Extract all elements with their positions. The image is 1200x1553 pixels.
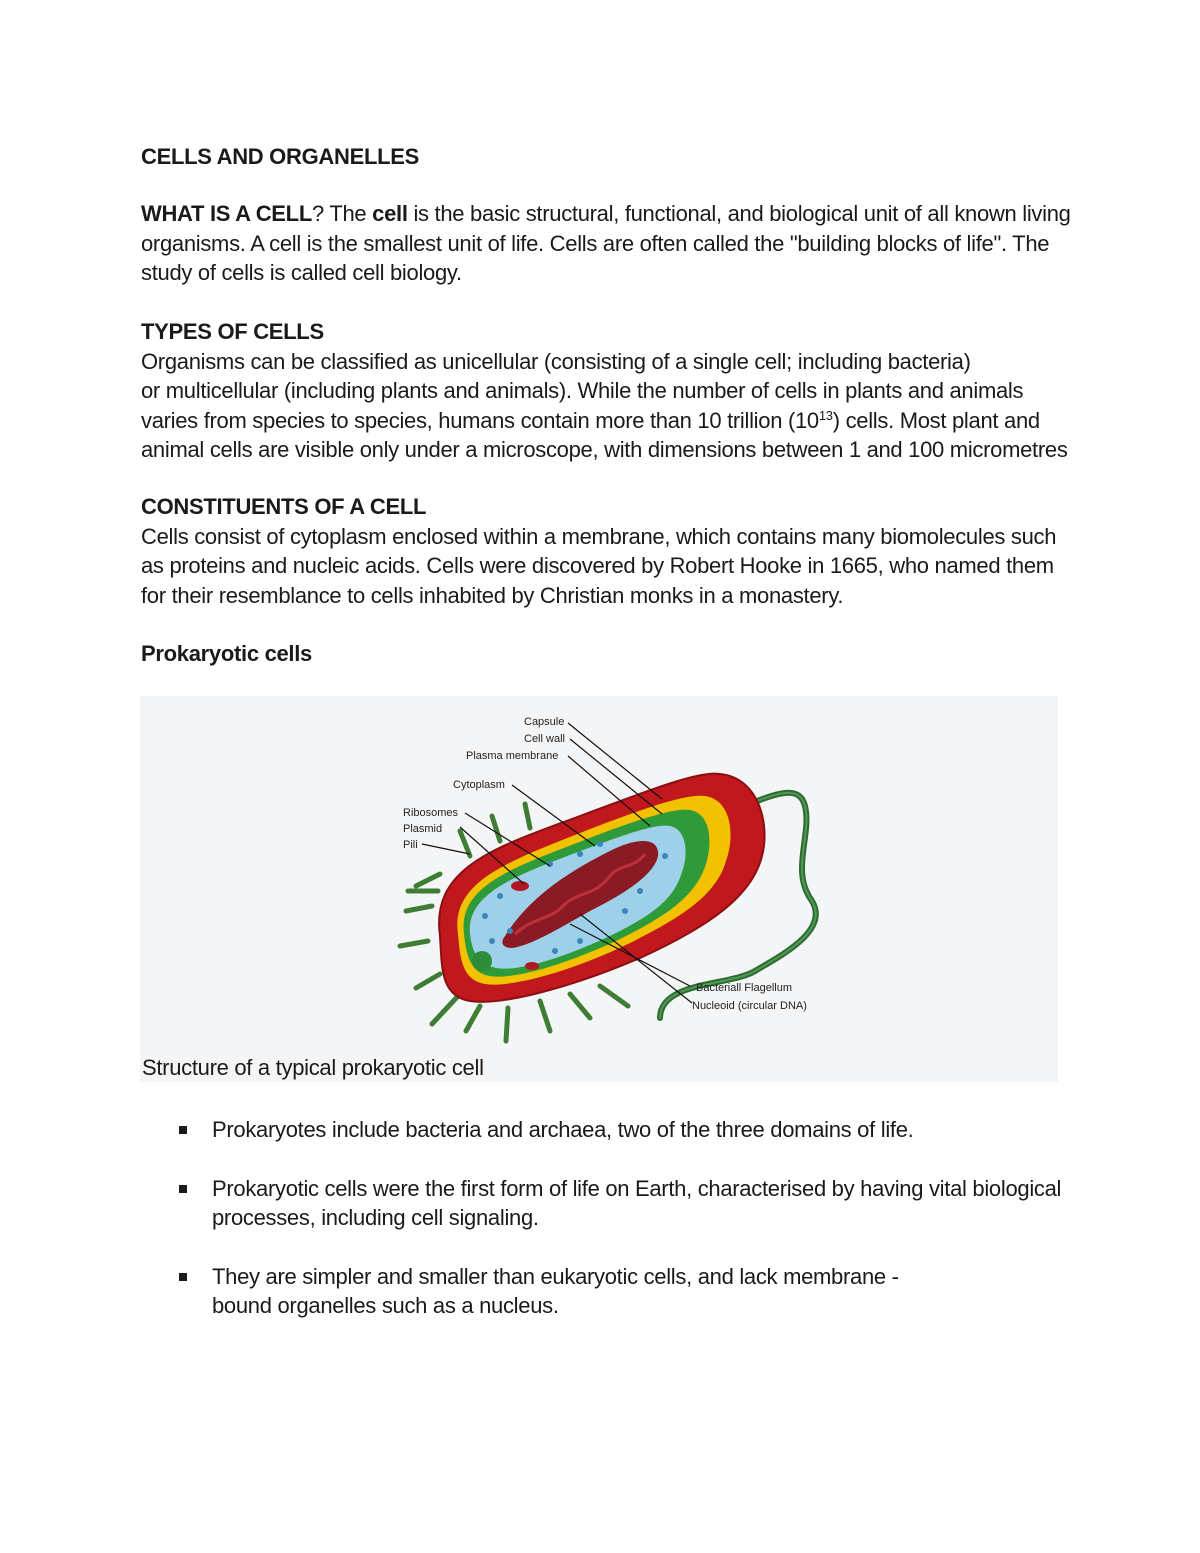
types-line-1: Organisms can be classified as unicellular (consisting of a single cell; including bacteria)	[141, 348, 971, 374]
constituents-line-2: as proteins and nucleic acids. Cells were discovered by Robert Hooke in 1665, who named them	[141, 553, 1054, 578]
prokaryotic-heading	[141, 639, 1061, 669]
bullet-2-line-2: processes, including cell signaling.	[212, 1205, 539, 1230]
label-flagellum: Bacteriall Flagellum	[696, 982, 792, 994]
prokaryotic-cell-figure	[140, 696, 1058, 1082]
bullet-2-line-1: Prokaryotic cells were the first form of life on Earth, characterised by having vital biological	[212, 1175, 1062, 1201]
list-item	[141, 1262, 1081, 1321]
label-plasmid: Plasmid	[403, 823, 443, 835]
types-line-4: animal cells are visible only under a microscope, with dimensions between 1 and 100 micrometres	[141, 437, 1068, 462]
square-bullet-icon	[179, 1185, 187, 1193]
list-item	[141, 1174, 1081, 1233]
cell-term: cell	[372, 201, 408, 226]
what-is-a-cell-section	[141, 199, 1071, 288]
bullet-3-line-1: They are simpler and smaller than eukaryotic cells, and lack membrane -	[212, 1263, 899, 1289]
prokaryotic-heading-text: Prokaryotic cells	[141, 641, 312, 666]
square-bullet-icon	[179, 1273, 187, 1281]
bullet-1-line-1: Prokaryotes include bacteria and archaea, two of the three domains of life.	[212, 1117, 914, 1142]
figure-caption: Structure of a typical prokaryotic cell	[142, 1055, 484, 1080]
label-ribosomes: Ribosomes	[403, 807, 459, 819]
what-line-3: study of cells is called cell biology.	[141, 260, 462, 285]
square-bullet-icon	[179, 1126, 187, 1134]
what-line-2: organisms. A cell is the smallest unit of life. Cells are often called the "building blocks of life". The	[141, 230, 1050, 256]
bullet-list	[141, 1115, 1081, 1350]
what-heading: WHAT IS A CELL	[141, 201, 312, 226]
bullet-3-line-2: bound organelles such as a nucleus.	[212, 1293, 559, 1318]
plasmid-shape-2	[525, 962, 539, 970]
constituents-heading: CONSTITUENTS OF A CELL	[141, 494, 427, 519]
types-line-3	[141, 406, 1061, 436]
what-line-1	[141, 199, 1071, 229]
exponent: 13	[818, 407, 833, 423]
list-item	[141, 1115, 1081, 1145]
prokaryotic-cell-diagram	[140, 696, 1058, 1052]
plasmid-shape	[511, 881, 529, 891]
constituents-line-3: for their resemblance to cells inhabited by Christian monks in a monastery.	[141, 582, 844, 608]
label-cytoplasm: Cytoplasm	[453, 779, 505, 791]
label-capsule: Capsule	[524, 716, 565, 728]
types-line-2: or multicellular (including plants and animals). While the number of cells in plants and animals	[141, 378, 1024, 403]
types-heading: TYPES OF CELLS	[141, 319, 324, 344]
types-line-3b: ) cells. Most plant and	[832, 407, 1040, 433]
label-plasma-membrane: Plasma membrane	[466, 750, 559, 762]
label-pili: Pili	[403, 839, 418, 851]
what-question: ? The	[311, 201, 373, 226]
ribosome-large	[472, 951, 492, 971]
title-text: CELLS AND ORGANELLES	[141, 144, 419, 169]
label-nucleoid: Nucleoid (circular DNA)	[692, 1000, 807, 1012]
types-line-3a: varies from species to species, humans contain more than 10 trillion (10	[141, 407, 819, 433]
constituents-section	[141, 492, 1061, 610]
what-line-1-rest: is the basic structural, functional, and biological unit of all known living	[407, 201, 1071, 226]
types-of-cells-section	[141, 317, 1068, 465]
label-cell-wall: Cell wall	[524, 733, 565, 745]
constituents-line-1: Cells consist of cytoplasm enclosed within a membrane, which contains many biomolecules such	[141, 523, 1057, 549]
page-title	[141, 142, 1061, 172]
